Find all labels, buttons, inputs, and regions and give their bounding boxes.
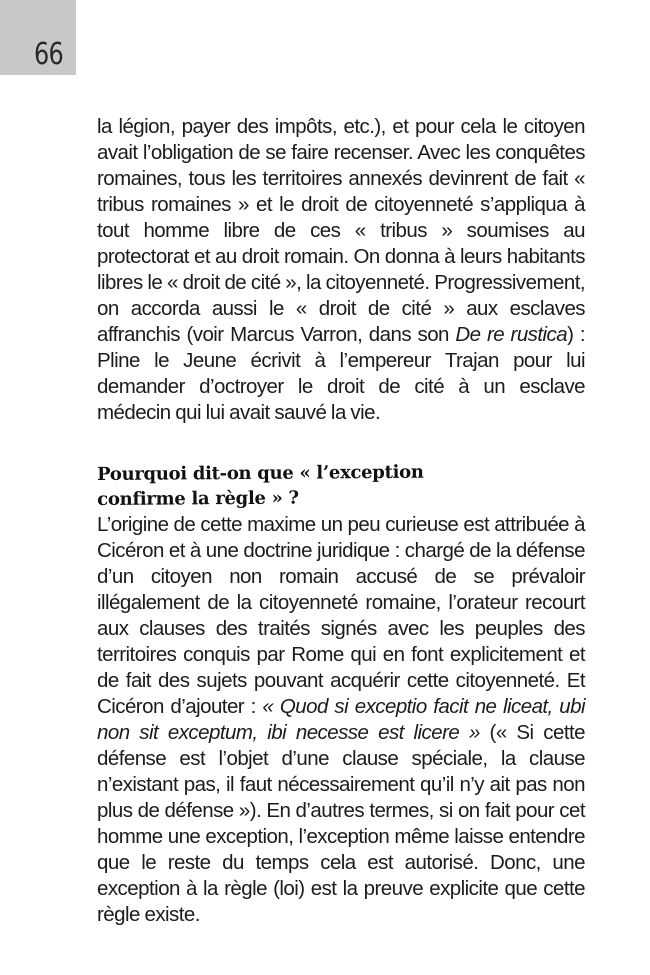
page-number: 66 [34, 37, 63, 72]
paragraph-citizenship [97, 114, 585, 426]
question-heading-line-2: confirme la règle » ? [97, 487, 299, 510]
paragraph-exception-text-end: (« Si cette défense est l’objet d’une clause spéciale, la clause n’existant pas, il faut nécessairement qu’il n’y ait pas non plus de défense »). En d’autres termes, si on fait pour cet homme une exception, l’exception même laisse entendre que le reste du temps cela est autorisé. Donc, une exception à la règle (loi) est la preuve explicite que cette règle existe. [97, 721, 585, 926]
question-heading [97, 459, 585, 512]
paragraph-exception [97, 512, 585, 928]
question-heading-line-1: Pourquoi dit-on que « l’exception [97, 461, 424, 485]
paragraph-citizenship-text: la légion, payer des impôts, etc.), et pour cela le citoyen avait l’obligation de se faire recenser. Avec les conquêtes romaines, tous les territoires annexés devinrent de fait « tribus romaines » et le droit de citoyenneté s’appliqua à tout homme libre de ces « tribus » soumises au protectorat et au droit romain. On donna à leurs habitants libres le « droit de cité », la citoyenneté. Progressivement, on accorda aussi le « droit de cité » aux esclaves affranchis (voir Marcus Varron, dans son [97, 115, 585, 346]
paragraph-exception-text: L’origine de cette maxime un peu curieuse est attribuée à Cicéron et à une doctrine juridique : chargé de la défense d’un citoyen non romain accusé de se prévaloir illégalement de la citoyenneté romaine, l’orateur recourt aux clauses des traités signés avec les peuples des territoires conquis par Rome qui en font explicitement et de fait des sujets pouvant acquérir cette citoyenneté. Et Cicéron d’ajouter : [97, 513, 585, 718]
book-title: De re rustica [455, 323, 568, 346]
page-content [97, 114, 585, 928]
page-number-tab [0, 0, 76, 75]
latin-quote: « Quod si exceptio facit ne liceat, ubi non sit exceptum, ibi necesse est licere » [97, 695, 586, 744]
paragraph-citizenship-text-end: ) : Pline le Jeune écrivit à l’empereur Trajan pour lui demander d’octroyer le droit de cité à un esclave médecin qui lui avait sauvé la vie. [97, 323, 585, 424]
section-spacer [97, 426, 585, 462]
